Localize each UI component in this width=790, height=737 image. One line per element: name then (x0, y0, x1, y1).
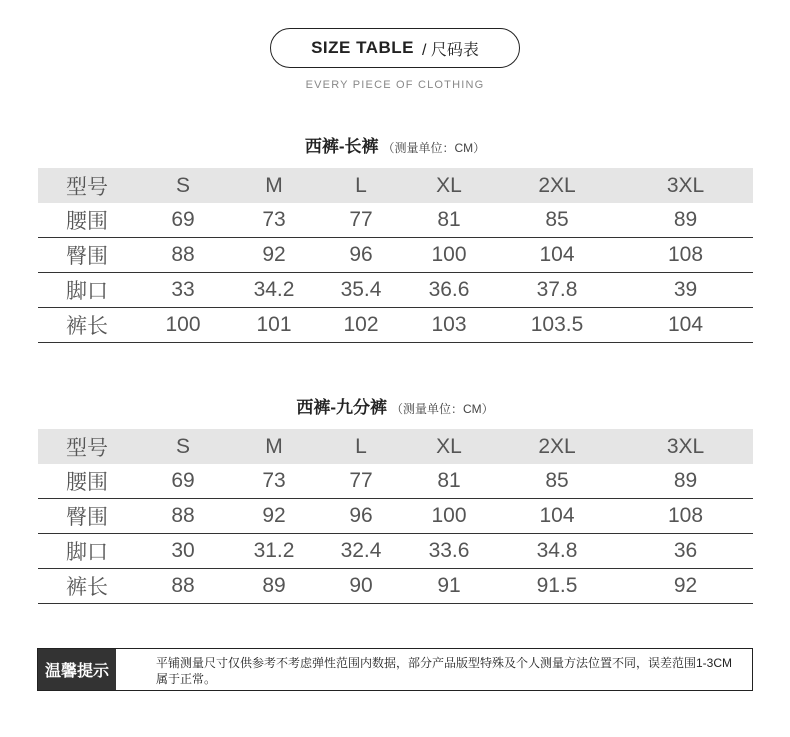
table-cell: 85 (496, 464, 618, 499)
table-cell: 32.4 (320, 534, 402, 569)
row-label: 腰围 (38, 203, 138, 238)
tip-box (37, 648, 753, 691)
section-title-long-pants (0, 132, 790, 157)
table-cell: 88 (138, 569, 228, 604)
column-header: 型号 (38, 429, 138, 464)
header-title-cn: / 尺码表 (422, 41, 479, 59)
row-label: 脚口 (38, 273, 138, 308)
table-cell: 39 (618, 273, 753, 308)
section-unit: （测量单位：CM） (382, 141, 486, 155)
column-header: 3XL (618, 168, 753, 203)
table-cell: 69 (138, 464, 228, 499)
column-header: XL (402, 168, 496, 203)
table-cell: 103.5 (496, 308, 618, 343)
table-cell: 89 (618, 464, 753, 499)
table-cell: 92 (228, 238, 320, 273)
tip-text: 平铺测量尺寸仅供参考不考虑弹性范围内数据，部分产品版型特殊及个人测量方法位置不同，误差范围1-3CM属于正常。 (156, 656, 733, 686)
table-row (38, 308, 753, 343)
table-cell: 36 (618, 534, 753, 569)
table-cell: 85 (496, 203, 618, 238)
column-header: S (138, 429, 228, 464)
section-title-text: 西裤-九分裤 (296, 398, 387, 417)
table-cell: 91 (402, 569, 496, 604)
tip-label: 温馨提示 (38, 649, 116, 690)
table-cell: 92 (618, 569, 753, 604)
table-row (38, 569, 753, 604)
row-label: 脚口 (38, 534, 138, 569)
table-cell: 102 (320, 308, 402, 343)
table-cell: 34.8 (496, 534, 618, 569)
table-cell: 88 (138, 238, 228, 273)
row-label: 裤长 (38, 569, 138, 604)
row-label: 臀围 (38, 499, 138, 534)
column-header: L (320, 168, 402, 203)
size-table-header (270, 28, 520, 68)
table-cell: 89 (618, 203, 753, 238)
size-table-cropped-pants (38, 429, 753, 604)
table-cell: 34.2 (228, 273, 320, 308)
table-cell: 73 (228, 464, 320, 499)
table-cell: 30 (138, 534, 228, 569)
table-cell: 104 (618, 308, 753, 343)
table-cell: 104 (496, 499, 618, 534)
table-row (38, 203, 753, 238)
table-cell: 31.2 (228, 534, 320, 569)
table-cell: 81 (402, 203, 496, 238)
table-cell: 37.8 (496, 273, 618, 308)
row-label: 裤长 (38, 308, 138, 343)
table-cell: 100 (402, 238, 496, 273)
table-header-row (38, 168, 753, 203)
table-cell: 36.6 (402, 273, 496, 308)
table-cell: 77 (320, 203, 402, 238)
table-cell: 100 (138, 308, 228, 343)
section-unit: （测量单位：CM） (391, 402, 494, 416)
table-cell: 96 (320, 238, 402, 273)
table-cell: 81 (402, 464, 496, 499)
table-cell: 88 (138, 499, 228, 534)
size-table-long-pants (38, 168, 753, 343)
table-row (38, 273, 753, 308)
section-title-cropped-pants (0, 393, 790, 418)
row-label: 臀围 (38, 238, 138, 273)
column-header: 2XL (496, 168, 618, 203)
table-cell: 103 (402, 308, 496, 343)
table-cell: 90 (320, 569, 402, 604)
table-cell: 33.6 (402, 534, 496, 569)
row-label: 腰围 (38, 464, 138, 499)
table-header-row (38, 429, 753, 464)
table-cell: 73 (228, 203, 320, 238)
table-row (38, 464, 753, 499)
section-title-text: 西裤-长裤 (304, 137, 379, 156)
table-cell: 100 (402, 499, 496, 534)
column-header: M (228, 429, 320, 464)
table-cell: 108 (618, 238, 753, 273)
table-cell: 69 (138, 203, 228, 238)
table-row (38, 238, 753, 273)
table-cell: 108 (618, 499, 753, 534)
table-cell: 92 (228, 499, 320, 534)
table-cell: 96 (320, 499, 402, 534)
table-cell: 91.5 (496, 569, 618, 604)
column-header: M (228, 168, 320, 203)
table-cell: 101 (228, 308, 320, 343)
column-header: 2XL (496, 429, 618, 464)
column-header: L (320, 429, 402, 464)
table-cell: 33 (138, 273, 228, 308)
column-header: 3XL (618, 429, 753, 464)
header-subtitle: EVERY PIECE OF CLOTHING (305, 79, 485, 91)
table-cell: 104 (496, 238, 618, 273)
header-title: SIZE TABLE (311, 38, 414, 57)
table-cell: 35.4 (320, 273, 402, 308)
column-header: XL (402, 429, 496, 464)
table-row (38, 499, 753, 534)
column-header: 型号 (38, 168, 138, 203)
table-cell: 77 (320, 464, 402, 499)
column-header: S (138, 168, 228, 203)
table-cell: 89 (228, 569, 320, 604)
table-row (38, 534, 753, 569)
